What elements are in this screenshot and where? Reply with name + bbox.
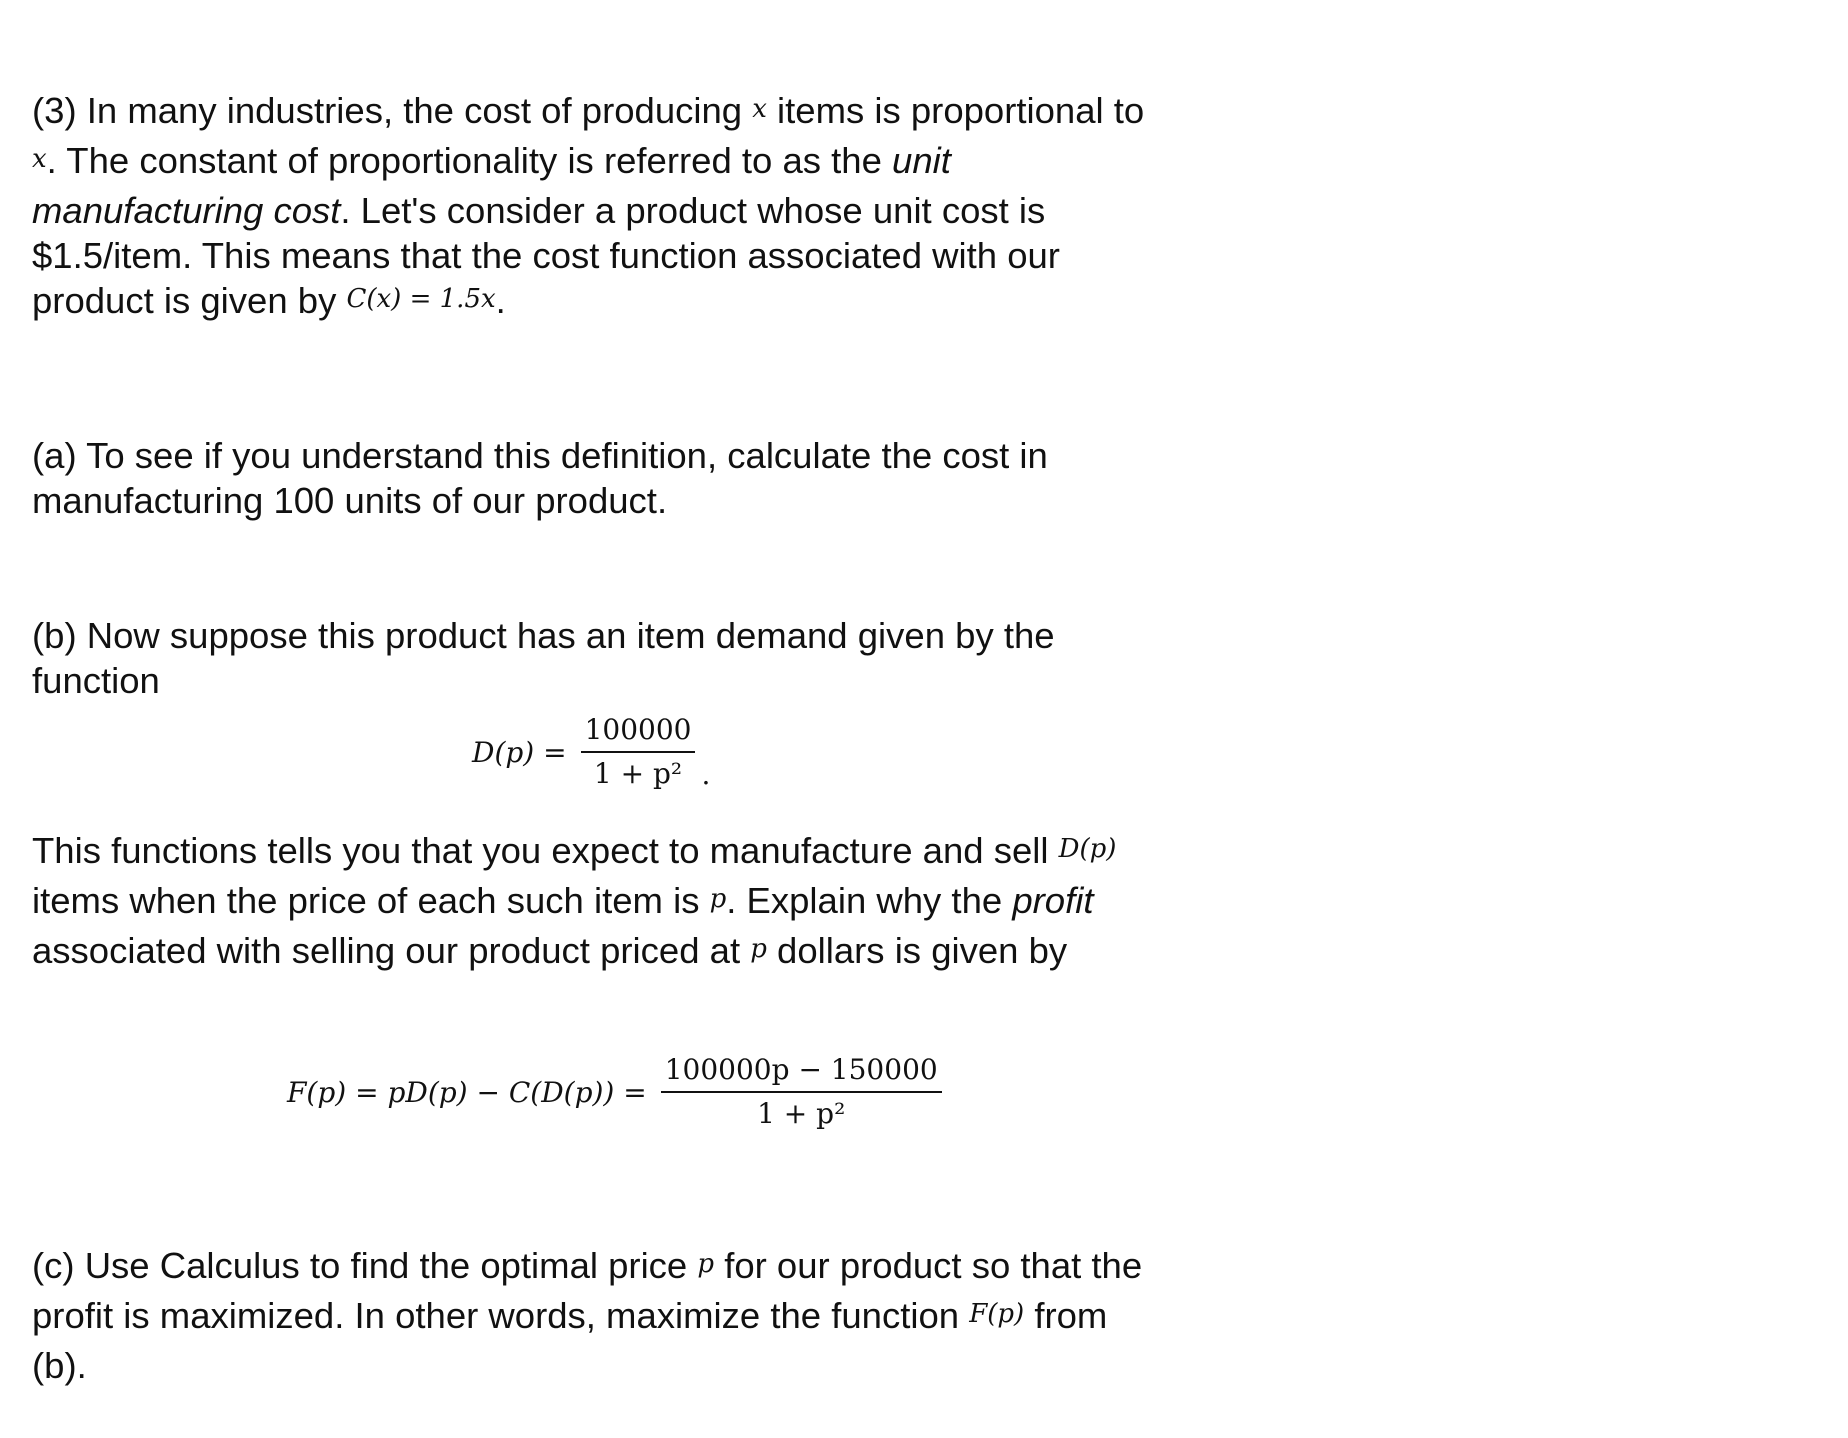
part-c-text-3: from (b). [32, 1295, 1108, 1386]
math-p: p [709, 884, 727, 914]
profit-equation [32, 978, 1152, 1243]
demand-period: . [701, 757, 711, 791]
intro-text-2: items is proportional to [766, 90, 1145, 131]
intro-text-3: . The constant of proportionality is referred to as the [46, 140, 893, 181]
part-c-paragraph [32, 1243, 1152, 1388]
profit-equation-row [287, 1053, 942, 1131]
intro-text-1: (3) In many industries, the cost of producing [32, 90, 753, 131]
part-b-text-4: associated with selling our product priced at [32, 930, 751, 971]
math-cost-function: C(x) = 1.5x [346, 284, 496, 314]
profit-numerator: 100000p − 150000 [661, 1053, 942, 1093]
spacer [32, 328, 1152, 433]
demand-equation [32, 703, 1152, 828]
demand-numerator: 100000 [581, 713, 696, 753]
part-a-paragraph: (a) To see if you understand this definition, calculate the cost in manufacturing 100 units of our product. [32, 435, 1048, 521]
part-b-text-5: dollars is given by [766, 930, 1068, 971]
part-b-explanation [32, 828, 1152, 978]
term-unit-manufacturing-cost: unit manufacturing cost [32, 140, 951, 231]
intro-paragraph [32, 88, 1152, 328]
math-p: p [697, 1249, 715, 1279]
intro-text-5: . [495, 280, 506, 321]
part-c-text-1: (c) Use Calculus to find the optimal price [32, 1245, 698, 1286]
math-x: x [32, 144, 47, 174]
demand-equation-row [472, 713, 710, 791]
math-f-of-p: F(p) [969, 1299, 1025, 1329]
demand-fraction [581, 713, 696, 791]
intro-text-4: . Let's consider a product whose unit cost is $1.5/item. This means that the cost function associated with our product is given by [32, 190, 1060, 321]
math-d-of-p: D(p) [1058, 834, 1117, 864]
spacer [32, 523, 1152, 613]
math-x: x [752, 94, 767, 124]
demand-denominator: 1 + p² [593, 757, 683, 790]
problem-document [32, 88, 1152, 1388]
part-c-text-2: for our product so that the profit is maximized. In other words, maximize the function [32, 1245, 1143, 1336]
part-b-lead: (b) Now suppose this product has an item demand given by the function [32, 615, 1055, 701]
profit-lhs: F(p) = pD(p) − C(D(p)) = [287, 1075, 647, 1109]
part-b-text-3: . Explain why the [726, 880, 1013, 921]
demand-lhs: D(p) = [472, 735, 567, 769]
term-profit: profit [1012, 880, 1094, 921]
part-b-text-2: items when the price of each such item is [32, 880, 710, 921]
profit-fraction [661, 1053, 942, 1131]
math-p: p [750, 934, 767, 964]
profit-denominator: 1 + p² [757, 1097, 846, 1130]
part-b-text-1: This functions tells you that you expect to manufacture and sell [32, 830, 1059, 871]
